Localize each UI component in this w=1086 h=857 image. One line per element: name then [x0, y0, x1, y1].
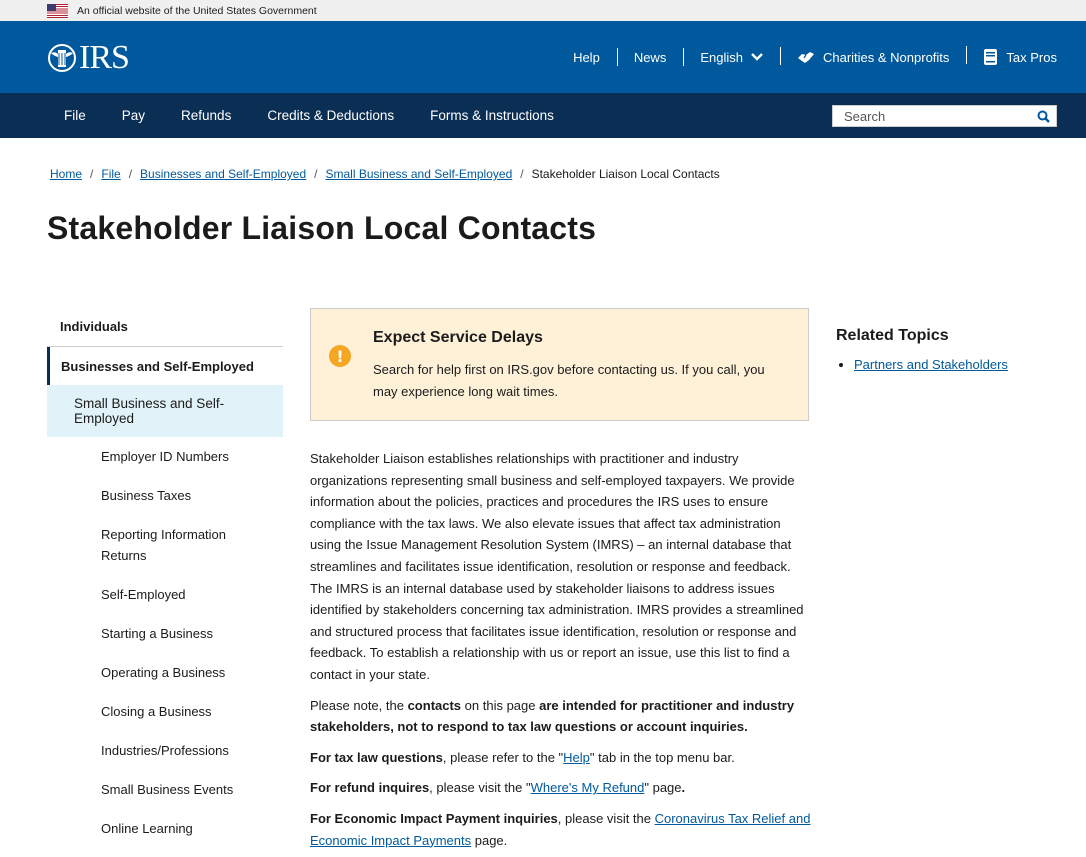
nav-credits-deductions[interactable]: Credits & Deductions — [267, 108, 395, 123]
breadcrumb-home[interactable]: Home — [50, 167, 83, 181]
service-delay-alert — [310, 308, 809, 421]
note-text: on this page — [461, 697, 540, 713]
sidebar-item-reporting-info[interactable]: Reporting Information Returns — [101, 527, 227, 563]
eip-text: , please visit the — [557, 810, 655, 826]
site-header — [0, 21, 1086, 93]
note-bold: are intended for practitioner and industry stakeholders, not to respond to tax law questions or account inquiries. — [310, 697, 795, 735]
breadcrumb-current: Stakeholder Liaison Local Contacts — [531, 167, 720, 181]
breadcrumb-file[interactable]: File — [101, 167, 121, 181]
sidebar-item-events[interactable]: Small Business Events — [101, 782, 234, 797]
warning-icon: ! — [329, 345, 351, 367]
breadcrumb-separator: / — [314, 167, 318, 181]
note-text: Please note, the — [310, 697, 408, 713]
breadcrumb-separator: / — [90, 167, 94, 181]
taxlaw-text: , please refer to the " — [442, 749, 564, 765]
logo-text: IRS — [79, 39, 129, 76]
main-content — [310, 448, 812, 857]
taxpros-link-label: Tax Pros — [1006, 49, 1057, 65]
alert-text: Search for help first on IRS.gov before contacting us. If you call, you may experience long wait times. — [373, 362, 765, 399]
taxlaw-paragraph — [310, 747, 812, 769]
header-links — [556, 21, 1057, 93]
sidebar-item-closing-business[interactable]: Closing a Business — [101, 704, 212, 719]
refund-bold: For refund inquires — [310, 780, 430, 796]
note-bold: contacts — [407, 697, 462, 713]
help-link[interactable] — [556, 50, 617, 65]
intro-paragraph: Stakeholder Liaison establishes relationships with practitioner and industry organizations representing small business and self-employed taxpayers. We provide information about the policies, practices and procedures the IRS uses to ensure compliance with the tax laws. We also elevate issues that affect tax administration using the Issue Management Resolution System (IMRS) – an internal database that streamlines and facilitates issue identification, resolution or response and feedback. The IMRS is an internal database used by stakeholder liaisons to address issues identified by stakeholders concerning tax administration. IMRS provides a streamlined and structured process that facilitates issue identification, resolution or response and feedback. To establish a relationship with us or report an issue, use this list to find a contact in your state. — [310, 451, 804, 682]
chevron-down-icon — [751, 53, 763, 61]
help-tab-link[interactable]: Help — [563, 749, 590, 765]
eip-text: page. — [471, 832, 508, 848]
charities-link-label: Charities & Nonprofits — [822, 49, 950, 65]
breadcrumb-small-business[interactable]: Small Business and Self-Employed — [325, 167, 513, 181]
search-button[interactable] — [1030, 106, 1056, 126]
related-topics — [836, 327, 1008, 372]
sidebar-item-individuals[interactable]: Individuals — [47, 308, 283, 347]
taxpros-link[interactable] — [966, 48, 1057, 66]
refund-paragraph — [310, 777, 812, 799]
search-box — [832, 105, 1057, 127]
sidebar-nav — [47, 308, 283, 848]
gov-banner-text: An official website of the United States Government — [77, 4, 317, 17]
breadcrumb-separator: / — [520, 167, 524, 181]
taxlaw-bold: For tax law questions — [310, 749, 443, 765]
us-flag-icon — [47, 4, 68, 18]
charities-link[interactable] — [780, 49, 966, 65]
refund-end: . — [681, 780, 686, 796]
note-paragraph — [310, 695, 812, 738]
handshake-icon — [797, 49, 815, 65]
refund-text: " page — [644, 780, 682, 796]
breadcrumb — [50, 167, 720, 181]
sidebar-item-industries[interactable]: Industries/Professions — [101, 743, 229, 758]
news-link[interactable] — [617, 50, 684, 65]
help-link-label: Help — [573, 49, 600, 65]
alert-title: Expect Service Delays — [373, 329, 543, 346]
search-input[interactable] — [833, 106, 1030, 126]
sidebar-item-business-taxes[interactable]: Business Taxes — [101, 488, 192, 503]
list-item — [854, 357, 1008, 372]
news-link-label: News — [633, 49, 667, 65]
nav-refunds[interactable]: Refunds — [181, 108, 232, 123]
coronavirus-relief-link[interactable]: Coronavirus Tax Relief and Economic Impact Payments — [310, 810, 811, 848]
language-dropdown[interactable] — [683, 50, 780, 65]
partners-stakeholders-link[interactable]: Partners and Stakeholders — [854, 357, 1008, 372]
language-label: English — [700, 49, 743, 65]
breadcrumb-businesses[interactable]: Businesses and Self-Employed — [140, 167, 307, 181]
sidebar-item-operating-business[interactable]: Operating a Business — [101, 665, 226, 680]
wheres-my-refund-link[interactable]: Where's My Refund — [530, 780, 645, 796]
sidebar-item-self-employed[interactable]: Self-Employed — [101, 587, 186, 602]
sidebar-item-small-business[interactable]: Small Business and Self-Employed — [47, 385, 283, 437]
gov-banner — [0, 0, 1086, 21]
eip-paragraph — [310, 808, 812, 851]
sidebar-item-businesses[interactable]: Businesses and Self-Employed — [47, 347, 283, 385]
sidebar-item-employer-id[interactable]: Employer ID Numbers — [101, 449, 229, 464]
related-topics-list — [836, 357, 1008, 372]
irs-eagle-icon — [47, 43, 77, 73]
search-icon — [1037, 110, 1050, 123]
nav-pay[interactable]: Pay — [121, 108, 146, 123]
sidebar-item-starting-business[interactable]: Starting a Business — [101, 626, 214, 641]
page-title: Stakeholder Liaison Local Contacts — [47, 210, 597, 246]
nav-forms-instructions[interactable]: Forms & Instructions — [430, 108, 554, 123]
refund-text: , please visit the " — [429, 780, 531, 796]
eip-bold: For Economic Impact Payment inquiries — [310, 810, 558, 826]
nav-file[interactable]: File — [64, 108, 86, 123]
related-topics-title: Related Topics — [836, 327, 949, 344]
irs-logo[interactable] — [47, 39, 129, 76]
main-nav — [0, 93, 1086, 138]
sidebar-item-online-learning[interactable]: Online Learning — [101, 821, 193, 836]
taxlaw-text: " tab in the top menu bar. — [589, 749, 735, 765]
book-icon — [983, 48, 998, 66]
breadcrumb-separator: / — [128, 167, 133, 181]
